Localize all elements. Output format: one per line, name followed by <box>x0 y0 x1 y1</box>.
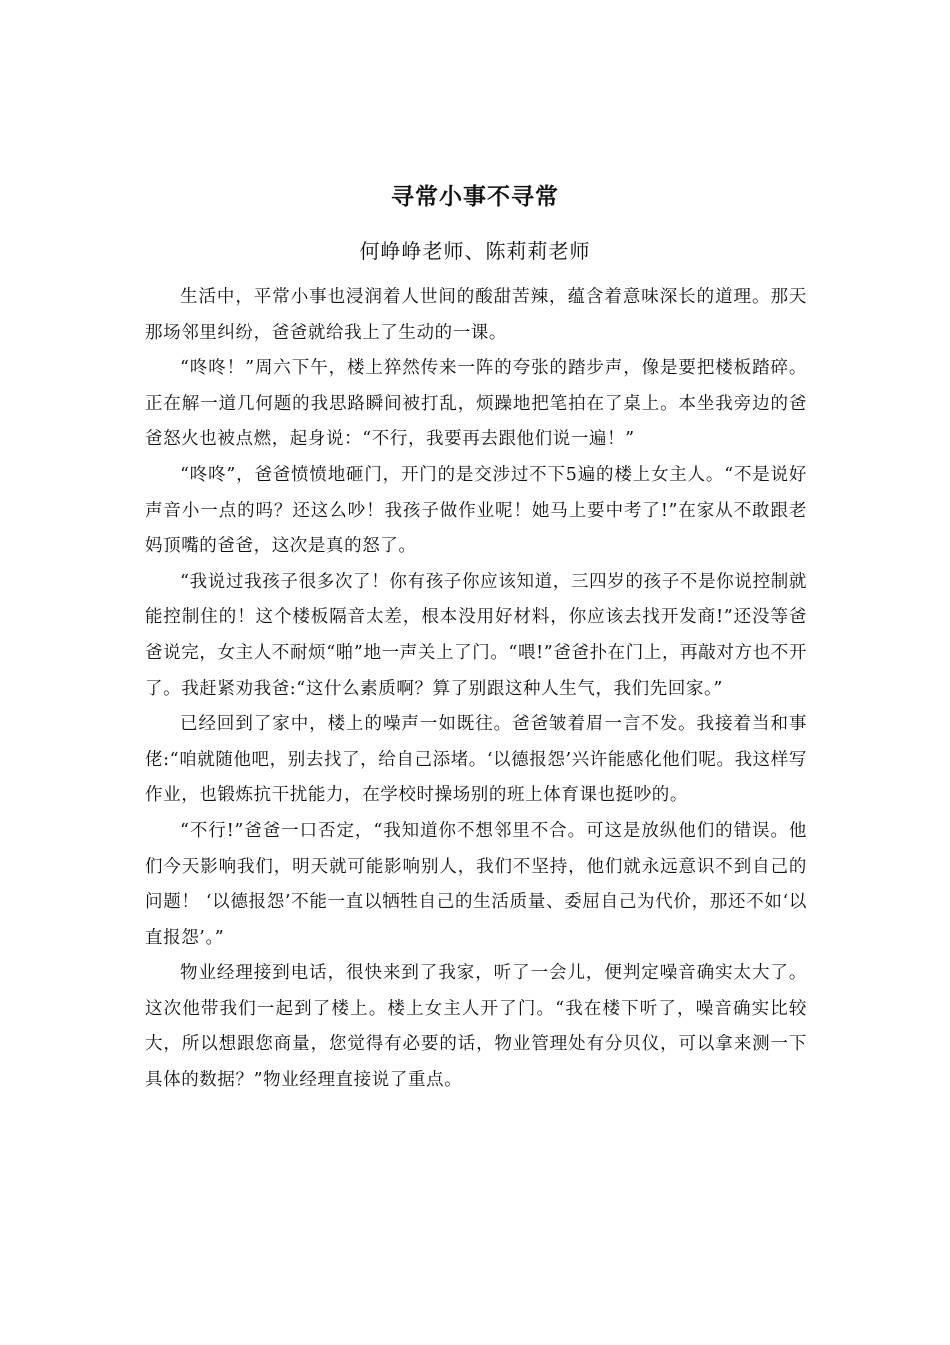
paragraph: “不行!”爸爸一口否定，“我知道你不想邻里不合。可这是放纵他们的错误。他们今天影响我们，明天就可能影响别人，我们不坚持，他们就永远意识不到自己的问题！ ‘以德报怨’不能一直以牺牲自己的生活质量、委屈自己为代价，那还不如‘以直报怨’。” <box>145 820 807 948</box>
paragraph: 生活中，平常小事也浸润着人世间的酸甜苦辣，蕴含着意味深长的道理。那天那场邻里纠纷，爸爸就给我上了生动的一课。 <box>145 287 807 343</box>
paragraph: “我说过我孩子很多次了！你有孩子你应该知道，三四岁的孩子不是你说控制就能控制住的！这个楼板隔音太差，根本没用好材料，你应该去找开发商!”还没等爸爸说完，女主人不耐烦“啪”地一声关上了门。“喂!”爸爸扑在门上，再敲对方也不开了。我赶紧劝我爸:“这什么素质啊？算了别跟这种人生气，我们先回家。” <box>145 571 807 699</box>
author-line: 何峥峥老师、陈莉莉老师 <box>359 239 591 263</box>
paragraph: 已经回到了家中，楼上的噪声一如既往。爸爸皱着眉一言不发。我接着当和事佬:“咱就随他吧，别去找了，给自己添堵。‘以德报怨’兴许能感化他们呢。我这样写作业，也锻炼抗干扰能力，在学校时操场别的班上体育课也挺吵的。 <box>145 714 807 806</box>
article-body <box>145 280 807 1099</box>
paragraph: “咚咚！”周六下午，楼上猝然传来一阵的夸张的踏步声，像是要把楼板踏碎。正在解一道几何题的我思路瞬间被打乱，烦躁地把笔拍在了桌上。本坐我旁边的爸爸怒火也被点燃，起身说：“不行，我要再去跟他们说一遍！” <box>145 358 807 450</box>
paragraph: “咚咚”，爸爸愤愤地砸门，开门的是交涉过不下5遍的楼上女主人。“不是说好声音小一点的吗？还这么吵！我孩子做作业呢！她马上要中考了!”在家从不敢跟老妈顶嘴的爸爸，这次是真的怒了。 <box>145 464 807 557</box>
page-title: 寻常小事不寻常 <box>391 183 559 210</box>
paragraph: 物业经理接到电话，很快来到了我家，听了一会儿，便判定噪音确实太大了。这次他带我们一起到了楼上。楼上女主人开了门。“我在楼下听了，噪音确实比较大，所以想跟您商量，您觉得有必要的话，物业管理处有分贝仪，可以拿来测一下具体的数据？”物业经理直接说了重点。 <box>145 963 807 1091</box>
